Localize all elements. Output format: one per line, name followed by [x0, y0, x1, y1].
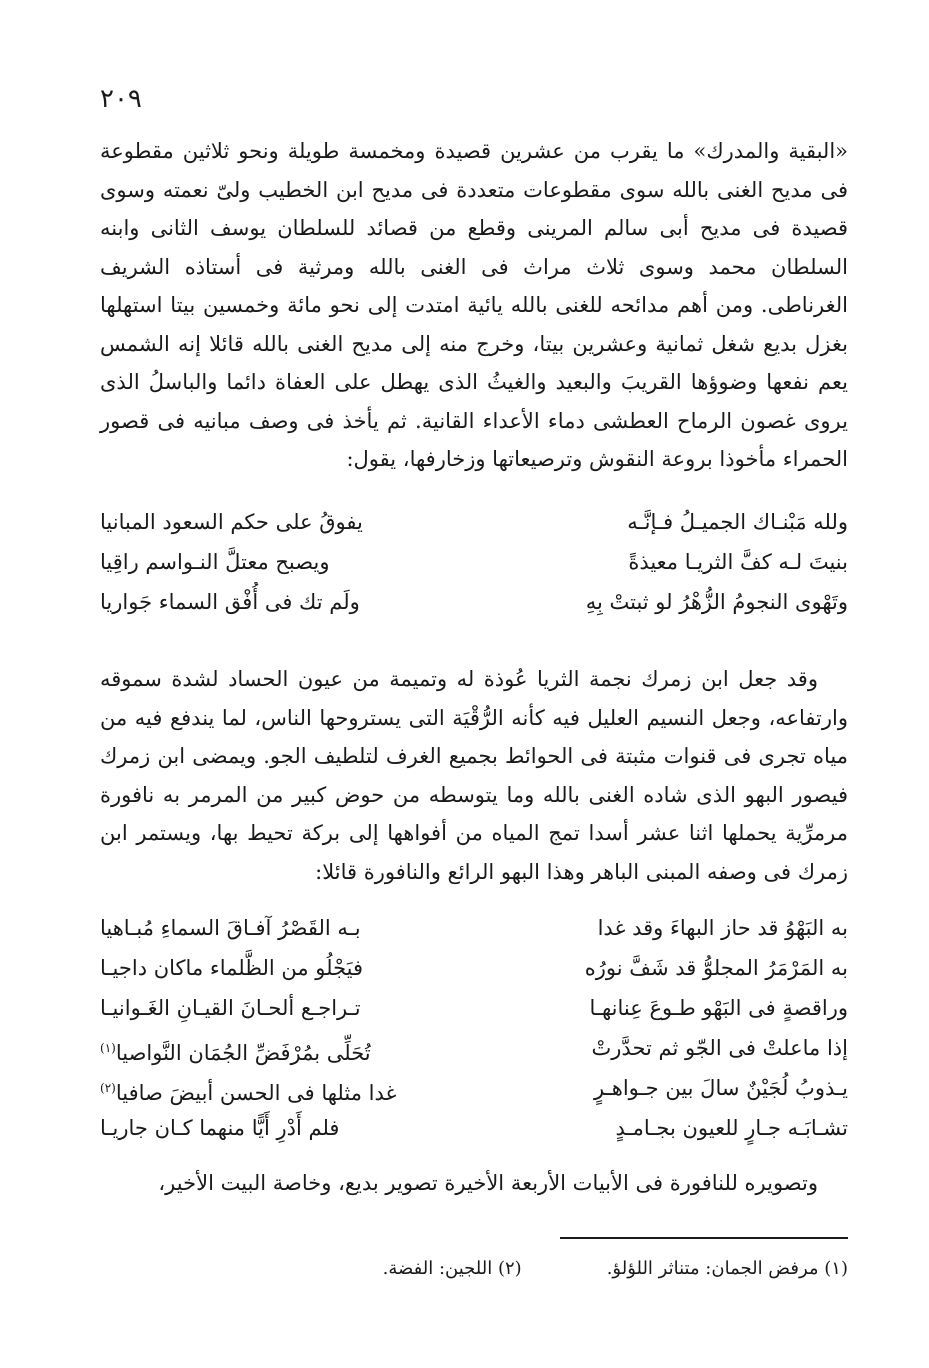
verse-first-hemistich: تشـابَـه جـارٍ للعيون بجـامـدٍ [615, 1116, 848, 1140]
page-number: ٢٠٩ [100, 84, 142, 114]
verse-first-hemistich: إذا ماعلتْ فى الجّو ثم تحدَّرتْ [591, 1036, 848, 1060]
verse-line [100, 908, 848, 948]
footnotes [100, 1254, 848, 1284]
hemistich-text: غدا مثلها فى الحسن أبيضَ صافيا [115, 1081, 397, 1105]
verse-line [100, 1108, 848, 1148]
verse-first-hemistich: يـذوبُ لُجَيْنٌ سالَ بين جـواهـرٍ [594, 1076, 848, 1100]
verse-line [100, 988, 848, 1028]
verse-first-hemistich: بنيتَ لـه كفَّ الثريـا معيذةً [628, 550, 848, 574]
verse-second-hemistich [100, 1068, 445, 1108]
verse-first-hemistich: وتَهْوى النجومُ الزُّهْرُ لو ثبتتْ بِهِ [585, 590, 848, 614]
verse-second-hemistich: يفوقُ على حكم السعود المبانيا [100, 510, 363, 534]
poem-second [100, 908, 848, 1148]
verse-second-hemistich: تـراجـع ألحـانَ القيـانِ الغَـوانيـا [100, 996, 361, 1020]
verse-second-hemistich: ويصبح معتلَّ النـواسم راقِيا [100, 550, 330, 574]
verse-line [100, 582, 848, 622]
footnote-2: (٢) اللجين: الفضة. [382, 1258, 522, 1279]
verse-second-hemistich: فيَجْلُو من الظَّلماء ماكان داجيـا [100, 956, 364, 980]
paragraph-text: وقد جعل ابن زمرك نجمة الثريا عُوذة له وتميمة من عيون الحساد لشدة سموقه وارتفاعه، وجعل النسيم العليل فيه كأنه الرُّقْيَة التى يستروحها الناس، لما يندفع فيه من مياه تجرى فى قنوات مثبتة فى الحوائط بجميع الغرف لتلطيف الجو. ويمضى ابن زمرك فيصور البهو الذى شاده الغنى بالله وما يتوسطه من حوض كبير من المرمر به نافورة مرمرِّية يحملها اثنا عشر أسدا تمج المياه من أفواهها إلى بركة تحيط بها، ويستمر ابن زمرك فى وصفه المبنى الباهر وهذا البهو الرائع والنافورة قائلا: [100, 667, 848, 884]
verse-line [100, 502, 848, 542]
verse-second-hemistich [100, 1028, 445, 1068]
verse-second-hemistich: فلم أَدْرِ أَيًّا منهما كـان جاريـا [100, 1116, 340, 1140]
verse-first-hemistich: به البَهْوُ قد حاز البهاءَ وقد غدا [597, 916, 848, 940]
footnote-marker: (١) [100, 1041, 116, 1055]
verse-line [100, 1028, 848, 1068]
footnote-marker: (٢) [100, 1081, 116, 1095]
verse-second-hemistich: ولَم تك فى أُفْق السماء جَواريا [100, 590, 360, 614]
footnote-1: (١) مرفض الجمان: متناثر اللؤلؤ. [606, 1258, 848, 1279]
verse-first-hemistich: وراقصةٍ فى البَهْو طـوعَ عِنانهـا [589, 996, 848, 1020]
verse-line [100, 542, 848, 582]
paragraph-text: وتصويره للنافورة فى الأبيات الأربعة الأخيرة تصوير بديع، وخاصة البيت الأخير، [158, 1171, 818, 1195]
verse-first-hemistich: به المَرْمَرُ المجلوُّ قد شَفَّ نورُه [584, 956, 848, 980]
poem-first [100, 502, 848, 622]
verse-first-hemistich: ولله مَبْنـاك الجميـلُ فـإنَّـه [627, 510, 848, 534]
paragraph-closing [100, 1164, 848, 1203]
verse-line [100, 1068, 848, 1108]
paragraph-intro [100, 132, 848, 479]
paragraph-text: «البقية والمدرك» ما يقرب من عشرين قصيدة ومخمسة طويلة ونحو ثلاثين مقطوعة فى مديح الغنى بالله سوى مقطوعات متعددة فى مديح ابن الخطيب ولىّ نعمته وسوى قصيدة فى مديح أبى سالم المرينى وقطع من قصائد للسلطان يوسف الثانى وابنه السلطان محمد وسوى ثلاث مراث فى الغنى بالله ومرثية فى أستاذه الشريف الغرناطى. ومن أهم مدائحه للغنى بالله يائية امتدت إلى نحو مائة وخمسين بيتا استهلها بغزل بديع شغل ثمانية وعشرين بيتا، وخرج منه إلى مديح الغنى بالله قائلا إنه الشمس يعم نفعها وضوؤها القريبَ والبعيد والغيثُ الذى يهطل على العفاة دائما والباسلُ الذى يروى غصون الرماح العطشى دماء الأعداء القانية. ثم يأخذ فى وصف مبانيه فى قصور الحمراء مأخوذا بروعة النقوش وترصيعاتها وزخارفها، يقول: [100, 139, 848, 471]
verse-line [100, 948, 848, 988]
verse-second-hemistich: بـه القَصْرُ آفـاقَ السماءِ مُبـاهيا [100, 916, 361, 940]
footnote-divider [560, 1237, 848, 1239]
paragraph-middle [100, 660, 848, 891]
hemistich-text: تُحَلِّى بمُرْفَضِّ الجُمَان النَّواصيا [115, 1041, 371, 1065]
